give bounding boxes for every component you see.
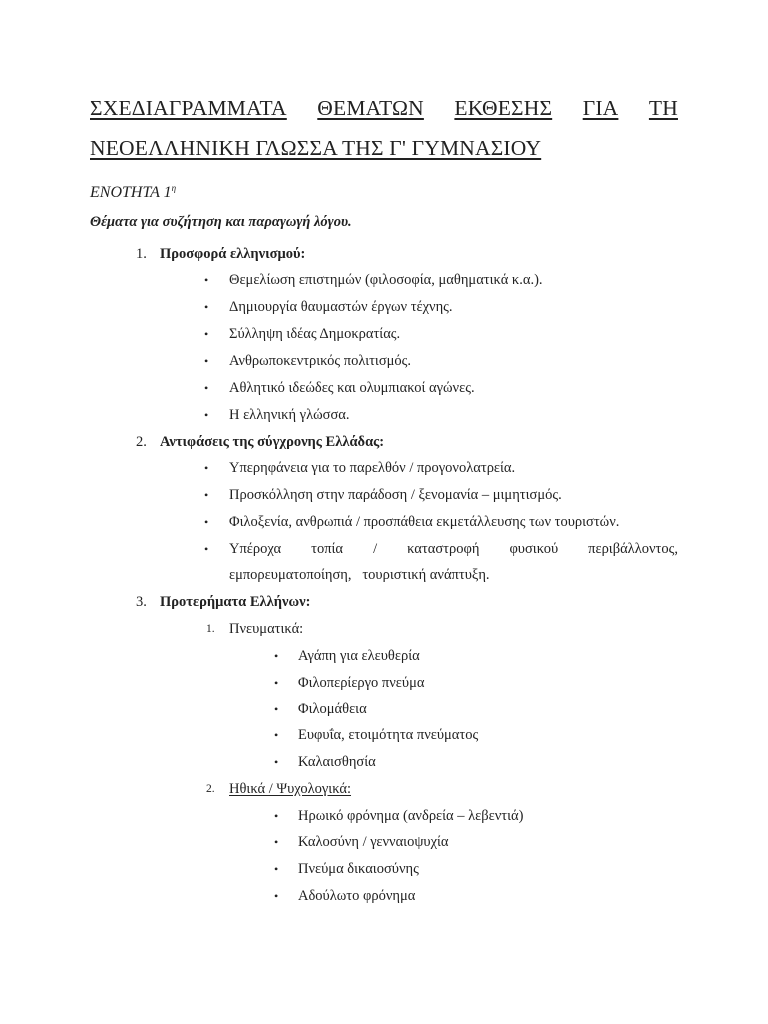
list-item: Αθλητικό ιδεώδες και ολυμπιακοί αγώνες. (229, 380, 475, 396)
list-item-justified-line (229, 539, 678, 559)
subsection-1-number: 1. (206, 623, 215, 635)
section-1-heading: Προσφορά ελληνισμού: (160, 246, 306, 262)
list-item: Ανθρωποκεντρικός πολιτισμός. (229, 353, 412, 369)
document-title-line-2: ΝΕΟΕΛΛΗΝΙΚΗ ΓΛΩΣΣΑ ΤΗΣ Γ' ΓΥΜΝΑΣΙΟΥ (90, 136, 542, 160)
bullet-icon: • (274, 676, 279, 690)
bullet-icon: • (204, 273, 209, 287)
unit-label: ΕΝΟΤΗΤΑ 1 (90, 184, 172, 201)
title-word: ΣΧΕΔΙΑΓΡΑΜΜΑΤΑ (90, 96, 287, 120)
section-3-number: 3. (136, 594, 147, 610)
bullet-icon: • (274, 702, 279, 716)
list-item: Ηρωικό φρόνημα (ανδρεία – λεβεντιά) (298, 808, 524, 824)
unit-superscript: η (171, 183, 177, 193)
section-3-heading: Προτερήματα Ελλήνων: (160, 594, 311, 610)
list-item: Καλαισθησία (298, 754, 376, 770)
subject-heading: Θέματα για συζήτηση και παραγωγή λόγου. (90, 214, 352, 230)
list-item: Προσκόλληση στην παράδοση / ξενομανία – μιμητισμός. (229, 487, 562, 503)
list-item: Φιλομάθεια (298, 701, 367, 717)
bullet-icon: • (204, 408, 209, 422)
bullet-icon: • (274, 889, 279, 903)
list-item: Θεμελίωση επιστημών (φιλοσοφία, μαθηματικά κ.α.). (229, 272, 543, 288)
bullet-icon: • (204, 381, 209, 395)
word: φυσικού (509, 541, 559, 557)
bullet-icon: • (204, 542, 209, 556)
word: Υπέροχα (229, 541, 282, 557)
bullet-icon: • (204, 488, 209, 502)
bullet-icon: • (274, 649, 279, 663)
title-word: ΓΙΑ (582, 96, 619, 120)
bullet-icon: • (204, 515, 209, 529)
subsection-1-heading: Πνευματικά: (229, 621, 304, 637)
bullet-icon: • (274, 755, 279, 769)
bullet-icon: • (204, 300, 209, 314)
bullet-icon: • (204, 461, 209, 475)
bullet-icon: • (204, 327, 209, 341)
document-title-line-1 (90, 94, 678, 122)
list-item: Η ελληνική γλώσσα. (229, 407, 350, 423)
word: καταστροφή (407, 541, 480, 557)
title-word: ΤΗ (648, 96, 678, 120)
bullet-icon: • (274, 809, 279, 823)
bullet-icon: • (274, 835, 279, 849)
subsection-2-heading: Ηθικά / Ψυχολογικά: (229, 781, 352, 797)
list-item: Υπερηφάνεια για το παρελθόν / προγονολατρεία. (229, 460, 516, 476)
section-2-number: 2. (136, 434, 147, 450)
title-word: ΕΚΘΕΣΗΣ (454, 96, 553, 120)
list-item: Δημιουργία θαυμαστών έργων τέχνης. (229, 299, 453, 315)
subsection-2-number: 2. (206, 783, 215, 795)
word: τοπία (311, 541, 344, 557)
bullet-icon: • (204, 354, 209, 368)
list-item-continuation: εμπορευματοποίηση, τουριστική ανάπτυξη. (229, 567, 490, 583)
list-item: Σύλληψη ιδέας Δημοκρατίας. (229, 326, 401, 342)
title-word: ΘΕΜΑΤΩΝ (317, 96, 424, 120)
list-item: Αγάπη για ελευθερία (298, 648, 420, 664)
list-item: Πνεύμα δικαιοσύνης (298, 861, 419, 877)
list-item: Καλοσύνη / γενναιοψυχία (298, 834, 449, 850)
list-item: Φιλοξενία, ανθρωπιά / προσπάθεια εκμετάλλευσης των τουριστών. (229, 514, 620, 530)
unit-heading (90, 178, 176, 203)
list-item: Αδούλωτο φρόνημα (298, 888, 416, 904)
section-2-heading: Αντιφάσεις της σύγχρονης Ελλάδας: (160, 434, 385, 450)
section-1-number: 1. (136, 246, 147, 262)
bullet-icon: • (274, 862, 279, 876)
list-item: Φιλοπερίεργο πνεύμα (298, 675, 425, 691)
bullet-icon: • (274, 728, 279, 742)
list-item: Ευφυΐα, ετοιμότητα πνεύματος (298, 727, 479, 743)
word: περιβάλλοντος, (588, 541, 678, 557)
word: / (373, 541, 378, 557)
